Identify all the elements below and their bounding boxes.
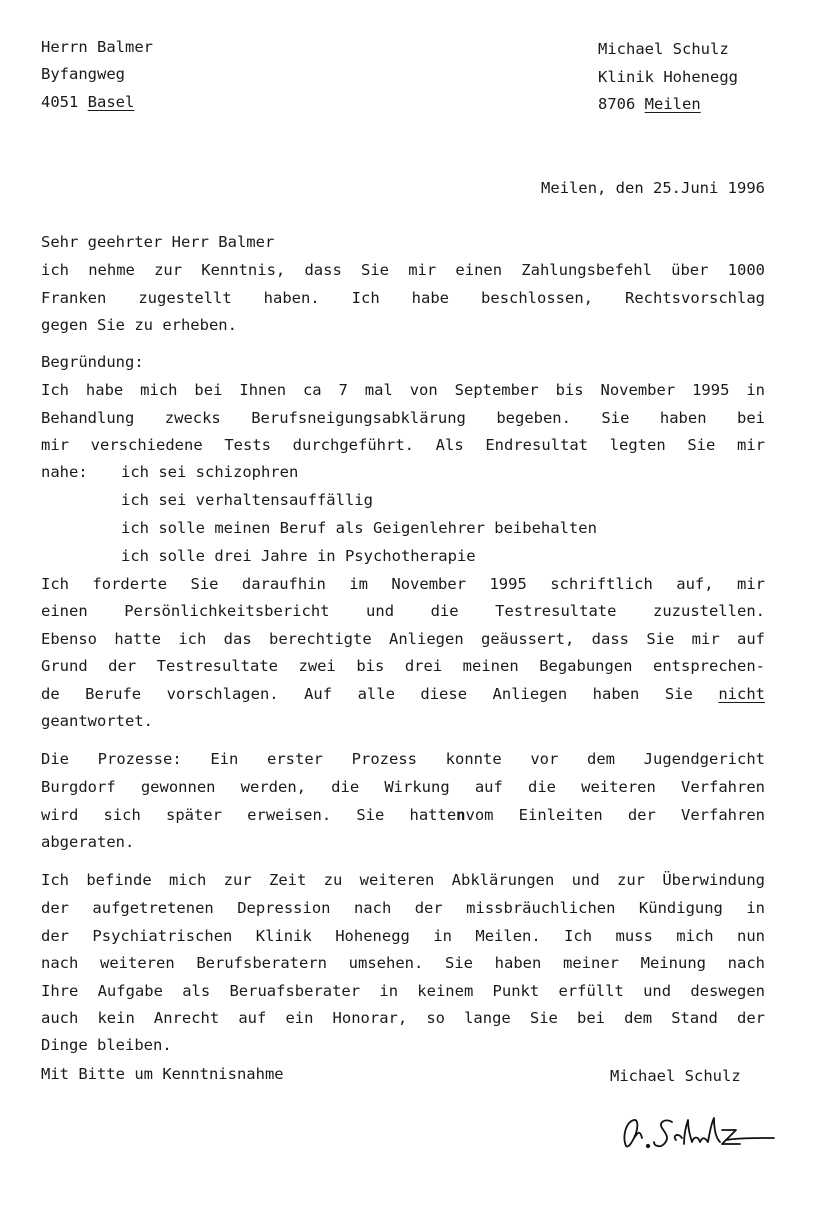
closing-para-line-2: der aufgetretenen Depression nach der missbräuchlichen Kündigung in: [41, 899, 765, 917]
reason-cont-5-text: de Berufe vorschlagen. Auf alle diese Anliegen haben Sie: [41, 685, 693, 703]
closing-para-line-5: Ihre Aufgabe als Beruafsberater in keinem Punkt erfüllt und deswegen: [41, 982, 765, 1000]
processes-line-1: Die Prozesse: Ein erster Prozess konnte vor dem Jugendgericht: [41, 750, 765, 768]
processes-line-3-a: wird sich später erweisen. Sie hattenvom Einleiten der Verfahren: [41, 806, 765, 824]
intro-line-1: ich nehme zur Kenntnis, dass Sie mir einen Zahlungsbefehl über 1000: [41, 261, 765, 279]
sender-name: Michael Schulz: [598, 40, 729, 58]
date-line: Meilen, den 25.Juni 1996: [541, 179, 765, 197]
reason-cont-3: Ebenso hatte ich das berechtigte Anliegen geäussert, dass Sie mir auf: [41, 630, 765, 648]
processes-line-4: abgeraten.: [41, 833, 135, 851]
handwritten-correction: n: [456, 806, 466, 824]
reason-list-item: ich solle meinen Beruf als Geigenlehrer beibehalten: [121, 519, 597, 537]
closing-para-line-4: nach weiteren Berufsberatern umsehen. Sie haben meiner Meinung nach: [41, 954, 765, 972]
closing-phrase: Mit Bitte um Kenntnisnahme: [41, 1065, 284, 1083]
processes-line-2: Burgdorf gewonnen werden, die Wirkung auf die weiteren Verfahren: [41, 778, 765, 796]
reason-heading: Begründung:: [41, 353, 144, 371]
reason-nahe-label: nahe:: [41, 463, 88, 481]
sender-postcode: 8706: [598, 95, 636, 113]
sender-city: Meilen: [644, 95, 701, 113]
recipient-city-line: [41, 92, 134, 112]
reason-list-item: ich sei verhaltensauffällig: [121, 491, 373, 509]
reason-cont-1: Ich forderte Sie daraufhin im November 1995 schriftlich auf, mir: [41, 575, 765, 593]
handwritten-signature: [612, 1108, 782, 1158]
reason-cont-2: einen Persönlichkeitsbericht und die Testresultate zuzustellen.: [41, 602, 765, 620]
recipient-postcode: 4051: [41, 93, 79, 111]
recipient-name: Herrn Balmer: [41, 38, 153, 56]
sender-city-line: [598, 94, 701, 114]
reason-cont-5: [41, 684, 765, 704]
reason-line-3: mir verschiedene Tests durchgeführt. Als Endresultat legten Sie mir: [41, 436, 765, 454]
reason-cont-4: Grund der Testresultate zwei bis drei meinen Begabungen entsprechen-: [41, 657, 765, 675]
reason-cont-6: geantwortet.: [41, 712, 153, 730]
salutation: Sehr geehrter Herr Balmer: [41, 233, 275, 251]
processes-line-3: [41, 805, 765, 825]
reason-list-item: ich solle drei Jahre in Psychotherapie: [121, 547, 476, 565]
intro-line-2: Franken zugestellt haben. Ich habe beschlossen, Rechtsvorschlag: [41, 289, 765, 307]
closing-para-line-6: auch kein Anrecht auf ein Honorar, so lange Sie bei dem Stand der: [41, 1009, 765, 1027]
recipient-city: Basel: [87, 93, 135, 111]
intro-line-3: gegen Sie zu erheben.: [41, 316, 237, 334]
reason-line-1: Ich habe mich bei Ihnen ca 7 mal von September bis November 1995 in: [41, 381, 765, 399]
reason-list-item: ich sei schizophren: [121, 463, 299, 481]
closing-para-line-3: der Psychiatrischen Klinik Hohenegg in Meilen. Ich muss mich nun: [41, 927, 765, 945]
signature-name: Michael Schulz: [610, 1067, 741, 1085]
sender-institution: Klinik Hohenegg: [598, 68, 738, 86]
closing-para-line-7: Dinge bleiben.: [41, 1036, 172, 1054]
recipient-street: Byfangweg: [41, 65, 125, 83]
emphasis-nicht: nicht: [718, 685, 765, 703]
closing-para-line-1: Ich befinde mich zur Zeit zu weiteren Abklärungen und zur Überwindung: [41, 871, 765, 889]
reason-line-2: Behandlung zwecks Berufsneigungsabklärung begeben. Sie haben bei: [41, 409, 765, 427]
